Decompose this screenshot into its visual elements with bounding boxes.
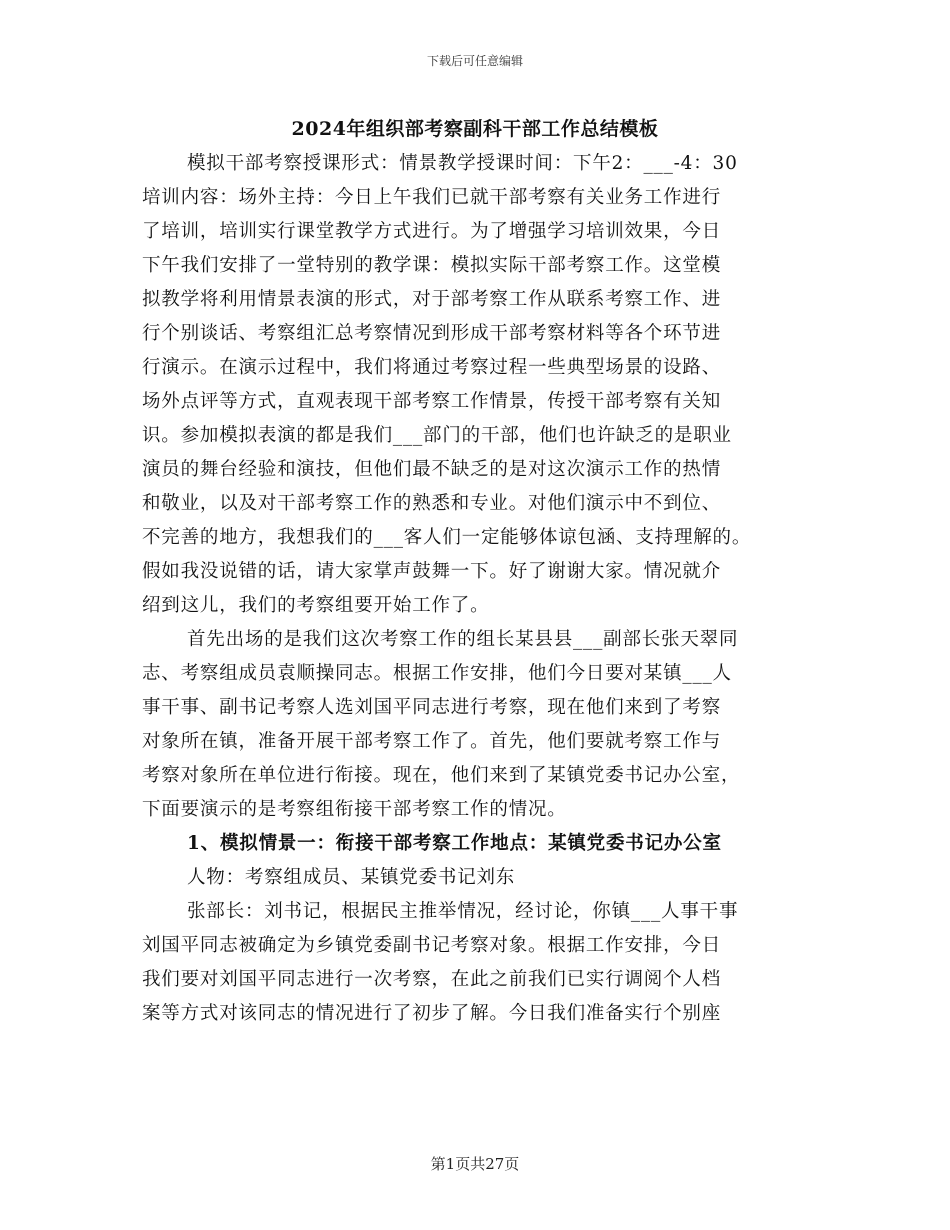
text-line: 行个别谈话、考察组汇总考察情况到形成干部考察材料等各个环节进	[142, 323, 722, 344]
text-line: 下午我们安排了一堂特别的教学课：模拟实际干部考察工作。这堂模	[142, 255, 722, 276]
text-line: 拟教学将利用情景表演的形式，对于部考察工作从联系考察工作、进	[142, 289, 722, 310]
page-number: 第1页共27页	[430, 1155, 520, 1173]
text-line: 案等方式对该同志的情况进行了初步了解。今日我们准备实行个别座	[142, 1003, 722, 1024]
text-line: 首先出场的是我们这次考察工作的组长某县县___副部长张天翠同	[187, 629, 739, 650]
text-line: 绍到这儿，我们的考察组要开始工作了。	[142, 595, 490, 616]
page-header-note: 下载后可任意编辑	[426, 54, 523, 68]
text-line: 志、考察组成员袁顺操同志。根据工作安排，他们今日要对某镇___人	[142, 663, 732, 684]
text-line: 不完善的地方，我想我们的___客人们一定能够体谅包涵、支持理解的。	[142, 527, 752, 548]
text-line: 识。参加模拟表演的都是我们___部门的干部，他们也许缺乏的是职业	[142, 425, 732, 446]
text-line: 下面要演示的是考察组衔接干部考察工作的情况。	[142, 799, 567, 820]
document-title: 2024年组织部考察副科干部工作总结模板	[291, 118, 659, 140]
text-line: 行演示。在演示过程中，我们将通过考察过程一些典型场景的设路、	[142, 357, 722, 378]
text-line: 张部长：刘书记，根据民主推举情况，经讨论，你镇___人事干事	[187, 901, 739, 922]
text-line: 培训内容：场外主持：今日上午我们已就干部考察有关业务工作进行	[142, 187, 722, 208]
section-heading: 1、模拟情景一：衔接干部考察工作地点：某镇党委书记办公室	[187, 833, 722, 854]
text-line: 对象所在镇，准备开展干部考察工作了。首先，他们要就考察工作与	[142, 731, 722, 752]
text-line: 事干事、副书记考察人选刘国平同志进行考察，现在他们来到了考察	[142, 697, 722, 718]
text-line: 我们要对刘国平同志进行一次考察，在此之前我们已实行调阅个人档	[142, 969, 722, 990]
text-line: 了培训，培训实行课堂教学方式进行。为了增强学习培训效果，今日	[142, 221, 722, 242]
text-line: 人物：考察组成员、某镇党委书记刘东	[187, 867, 516, 888]
text-line: 演员的舞台经验和演技，但他们最不缺乏的是对这次演示工作的热情	[142, 459, 722, 480]
text-line: 和敬业，以及对干部考察工作的熟悉和专业。对他们演示中不到位、	[142, 493, 722, 514]
text-line: 场外点评等方式，直观表现干部考察工作情景，传授干部考察有关知	[142, 391, 722, 412]
document-body	[142, 147, 822, 1031]
text-line: 刘国平同志被确定为乡镇党委副书记考察对象。根据工作安排，今日	[142, 935, 722, 956]
text-line: 考察对象所在单位进行衔接。现在，他们来到了某镇党委书记办公室，	[142, 765, 741, 786]
text-line: 假如我没说错的话，请大家掌声鼓舞一下。好了谢谢大家。情况就介	[142, 561, 722, 582]
text-line: 模拟干部考察授课形式：情景教学授课时间：下午2：___-4：30	[187, 153, 738, 174]
